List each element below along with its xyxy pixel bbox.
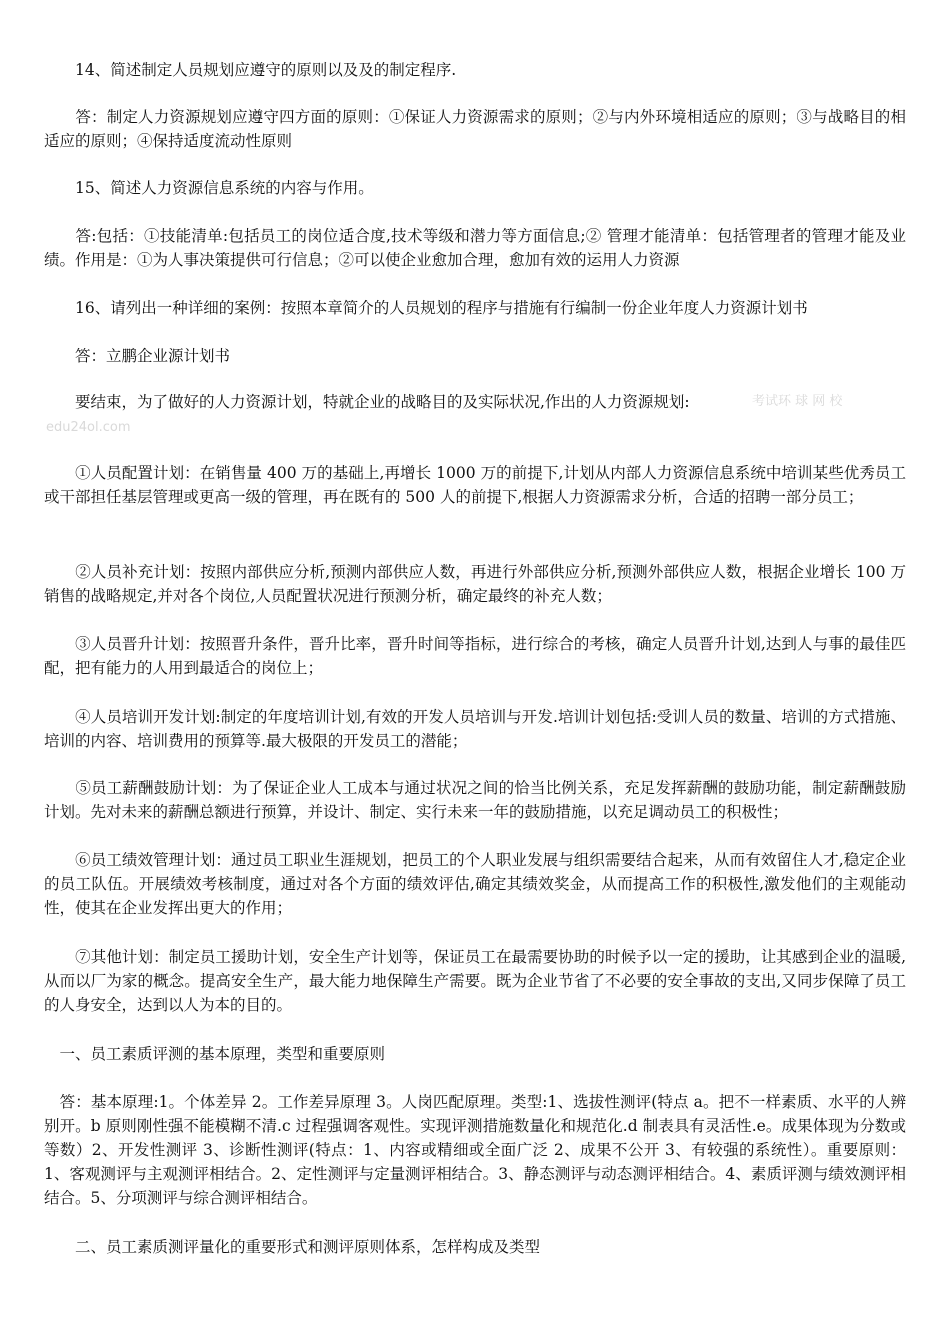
answer-14: 答：制定人力资源规划应遵守四方面的原则：①保证人力资源需求的原则；②与内外环境相适应的原则；③与战略目的相适应的原则；④保持适度流动性原则 <box>44 108 906 150</box>
question-16: 16、请列出一种详细的案例：按照本章简介的人员规划的程序与措施有行编制一份企业年度人力资源计划书 <box>44 299 808 317</box>
plan-other: ⑦其他计划：制定员工援助计划，安全生产计划等，保证员工在最需要协助的时候予以一定的援助，让其感到企业的温暖,从而以厂为家的概念。提高安全生产，最大能力地保障生产需要。既为企业节省了不必要的安全事故的支出,又同步保障了员工的人身安全，达到以人为本的目的。 <box>44 948 906 1014</box>
section-1-heading: 一、员工素质评测的基本原理，类型和重要原则 <box>44 1045 386 1063</box>
plan-supplement: ②人员补充计划：按照内部供应分析,预测内部供应人数，再进行外部供应分析,预测外部供应人数，根据企业增长 100 万销售的战略规定,并对各个岗位,人员配置状况进行预测分析，确定最终的补充人数； <box>44 563 906 605</box>
section-2-heading: 二、员工素质测评量化的重要形式和测评原则体系，怎样构成及类型 <box>44 1238 541 1256</box>
question-14: 14、简述制定人员规划应遵守的原则以及及的制定程序. <box>44 61 457 79</box>
answer-16-title: 答：立鹏企业源计划书 <box>44 347 231 365</box>
section-1-answer: 答：基本原理:1。个体差异 2。工作差异原理 3。人岗匹配原理。类型:1、选拔性测评(特点 a。把不一样素质、水平的人辨别开。b 原则刚性强不能模糊不清.c 过程强调客观性。实现评测措施数量化和规范化.d 制表具有灵活性.e。成果体现为分数或等数）2、开发性测评 3、诊断性测评(特点：1、内容或精细或全面广泛 2、成果不公开 3、有较强的系统性）。重要原则：1、客观测评与主观测评相结合。2、定性测评与定量测评相结合。3、静态测评与动态测评相结合。4、素质评测与绩效测评相结合。5、分项测评与综合测评相结合。 <box>44 1093 906 1207</box>
question-15: 15、简述人力资源信息系统的内容与作用。 <box>44 179 374 197</box>
plan-staffing: ①人员配置计划：在销售量 400 万的基础上,再增长 1000 万的前提下,计划从内部人力资源信息系统中培训某些优秀员工或干部担任基层管理或更高一级的管理，再在既有的 500 人的前提下,根据人力资源需求分析，合适的招聘一部分员工； <box>44 464 906 506</box>
plan-promotion: ③人员晋升计划：按照晋升条件，晋升比率，晋升时间等指标，进行综合的考核，确定人员晋升计划,达到人与事的最佳匹配，把有能力的人用到最适合的岗位上； <box>44 635 906 677</box>
answer-15: 答:包括：①技能清单:包括员工的岗位适合度,技术等级和潜力等方面信息;② 管理才能清单：包括管理者的管理才能及业绩。作用是：①为人事决策提供可行信息；②可以使企业愈加合理，愈加有效的运用人力资源 <box>44 227 906 269</box>
watermark-line1: 考试环 球 网 校 <box>752 394 843 409</box>
watermark-line2: edu24ol.com <box>46 420 131 435</box>
plan-training: ④人员培训开发计划:制定的年度培训计划,有效的开发人员培训与开发.培训计划包括:受训人员的数量、培训的方式措施、培训的内容、培训费用的预算等.最大极限的开发员工的潜能； <box>44 708 906 750</box>
plan-compensation: ⑤员工薪酬鼓励计划：为了保证企业人工成本与通过状况之间的恰当比例关系，充足发挥薪酬的鼓励功能，制定薪酬鼓励计划。先对未来的薪酬总额进行预算，并设计、制定、实行未来一年的鼓励措施，以充足调动员工的积极性； <box>44 779 906 821</box>
plan-intro: 要结束，为了做好的人力资源计划，特就企业的战略目的及实际状况,作出的人力资源规划: <box>44 393 690 411</box>
plan-performance: ⑥员工绩效管理计划：通过员工职业生涯规划，把员工的个人职业发展与组织需要结合起来，从而有效留住人才,稳定企业的员工队伍。开展绩效考核制度，通过对各个方面的绩效评估,确定其绩效奖金，从而提高工作的积极性,激发他们的主观能动性，使其在企业发挥出更大的作用； <box>44 851 906 917</box>
